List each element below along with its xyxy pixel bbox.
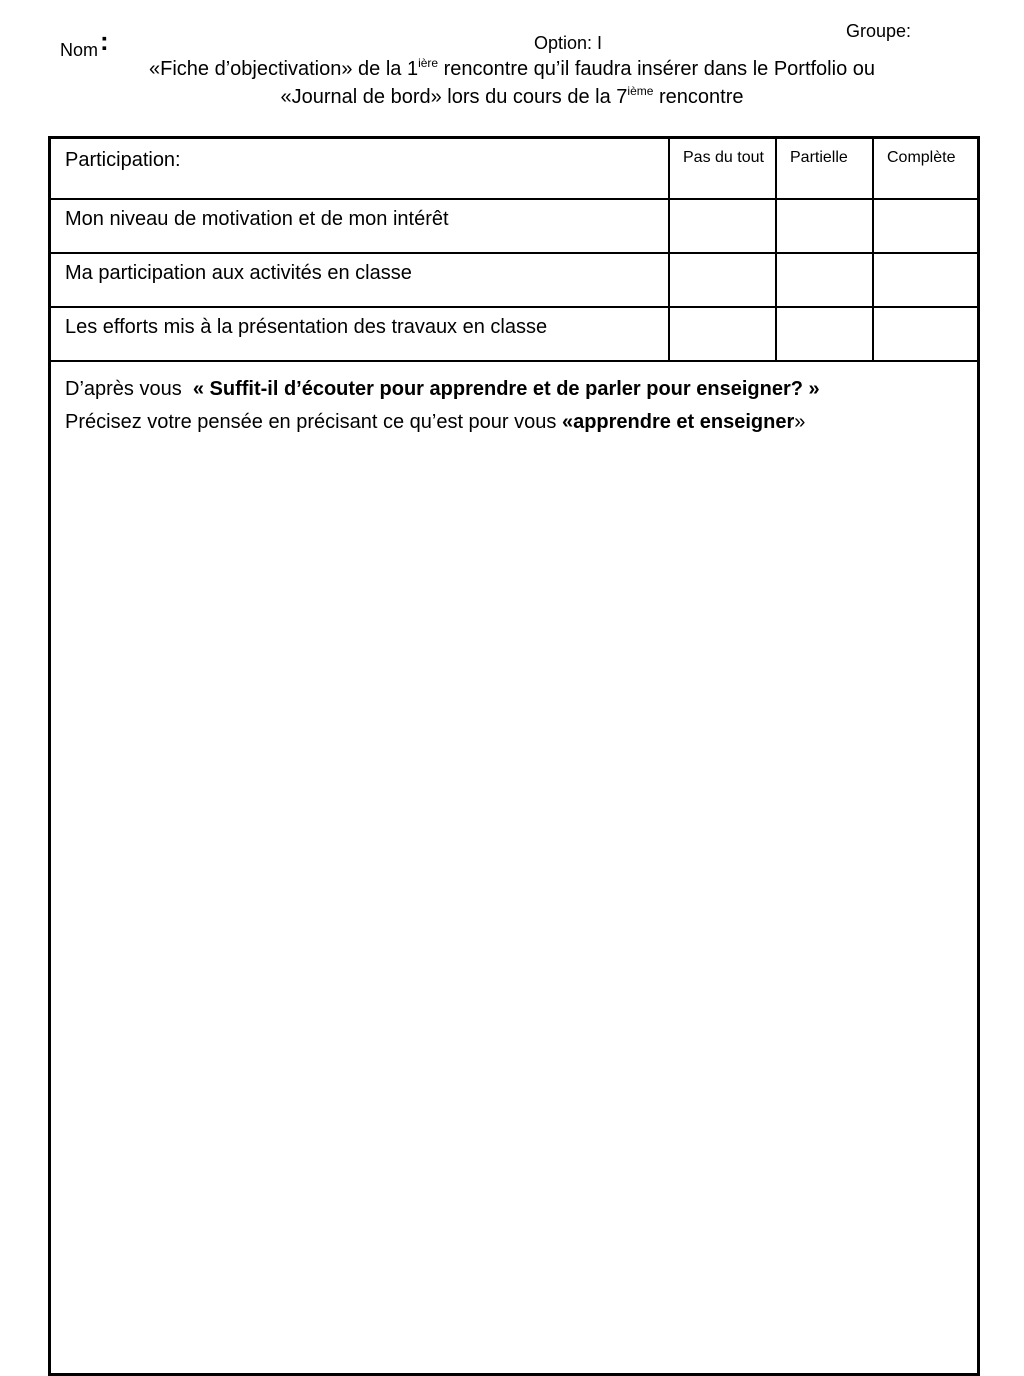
- question-block: [65, 373, 965, 439]
- column-divider-2: [775, 139, 777, 361]
- question-line-2: [65, 406, 965, 439]
- table-header-row: [51, 139, 977, 200]
- row-label-motivation: Mon niveau de motivation et de mon intérêt: [65, 208, 449, 230]
- title-line-1: [0, 58, 1024, 81]
- title-line-1-text-a: «Fiche d’objectivation» de la 1: [149, 58, 419, 80]
- question-bold: « Suffit-il d’écouter pour apprendre et de parler pour enseigner? »: [192, 378, 820, 400]
- question-line-2-bold: «apprendre et enseigner: [561, 411, 795, 433]
- column-header-complete: Complète: [887, 149, 956, 166]
- column-header-partielle: Partielle: [790, 149, 848, 166]
- table-row: [51, 308, 977, 362]
- table-row: [51, 254, 977, 308]
- option-label: Option: I: [534, 33, 603, 53]
- nom-label: Nom: [60, 40, 99, 60]
- title-line-2-text-b: rencontre: [653, 86, 744, 108]
- question-line-2-end: »: [794, 411, 806, 433]
- answer-area[interactable]: [51, 449, 977, 1369]
- title-line-1-text-b: rencontre qu’il faudra insérer dans le Portfolio ou: [438, 58, 875, 80]
- participation-header: Participation:: [65, 149, 181, 171]
- question-prefix: D’après vous: [65, 378, 193, 400]
- question-line-2-text: Précisez votre pensée en précisant ce qu’est pour vous: [65, 411, 562, 433]
- table-row: [51, 200, 977, 254]
- nom-colon: :: [100, 26, 109, 56]
- column-divider-3: [872, 139, 874, 361]
- title-line-2-text-a: «Journal de bord» lors du cours de la 7: [280, 86, 628, 108]
- objectivation-form: [48, 136, 980, 1376]
- question-line-1: [65, 373, 965, 406]
- title-line-1-sup: ière: [418, 56, 439, 70]
- title-line-2-sup: ième: [627, 84, 654, 98]
- title-line-2: [0, 86, 1024, 109]
- column-divider-1: [668, 139, 670, 361]
- row-label-participation: Ma participation aux activités en classe: [65, 262, 412, 284]
- row-label-efforts: Les efforts mis à la présentation des travaux en classe: [65, 316, 548, 338]
- groupe-label: Groupe:: [846, 21, 912, 41]
- column-header-pas-du-tout: Pas du tout: [683, 149, 764, 166]
